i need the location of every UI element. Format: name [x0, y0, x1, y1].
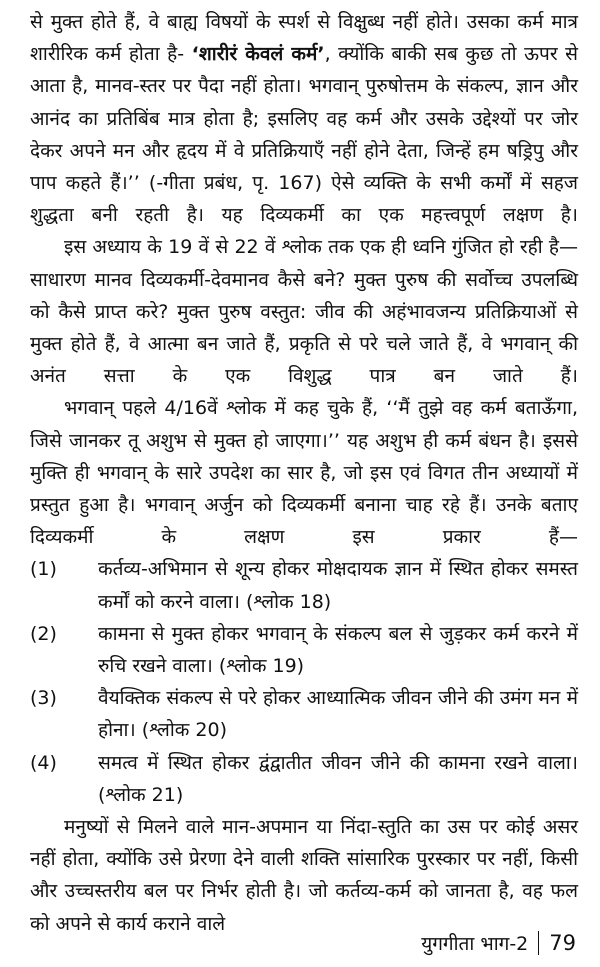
list-text: वैयक्तिक संकल्प से परे होकर आध्यात्मिक जीवन जीने की उमंग मन में होना। (श्लोक 20) [98, 687, 578, 742]
list-number: (2) [30, 622, 57, 645]
list-number: (1) [30, 558, 57, 581]
list-item [30, 553, 578, 617]
paragraph-4: मनुष्यों से मिलने वाले मान-अपमान या निंदा-स्तुति का उस पर कोई असर नहीं होता, क्योंकि उसे प्रेरणा देने वाली शक्ति सांसारिक पुरस्कार पर नहीं, किसी और उच्चस्तरीय बल पर निर्भर होती है। जो कर्तव्य-कर्म को जानता है, वह फल को अपने से कार्य कराने वाले [30, 816, 578, 935]
paragraph-3: भगवान् पहले 4/16वें श्लोक में कह चुके हैं, ‘‘मैं तुझे वह कर्म बताऊँगा, जिसे जानकर तू अशुभ से मुक्त हो जाएगा।’’ यह अशुभ ही कर्म बंधन है। इससे मुक्ति ही भगवान् के सारे उपदेश का सार है, जो इस एवं विगत तीन अध्यायों में प्रस्तुत हुआ है। भगवान् अर्जुन को दिव्यकर्मी बनाना चाह रहे हैं। उनके बताए दिव्यकर्मी के लक्षण इस प्रकार हैं— [30, 397, 578, 549]
page-footer [421, 930, 576, 956]
footer-divider [538, 931, 539, 955]
list-text: समत्व में स्थित होकर द्वंद्वातीत जीवन जीने की कामना रखने वाला। (श्लोक 21) [98, 751, 578, 806]
list-item [30, 682, 578, 746]
book-title: युगगीता भाग-2 [421, 933, 529, 955]
sanskrit-quote-bold: ‘शारीरं केवलं कर्म’ [191, 43, 325, 66]
list-item [30, 618, 578, 682]
list-item [30, 747, 578, 811]
body-text [30, 6, 578, 940]
list-number: (4) [30, 751, 57, 774]
paragraph-2: इस अध्याय के 19 वें से 22 वें श्लोक तक एक ही ध्वनि गुंजित हो रही है—साधारण मानव दिव्यकर्मी-देवमानव कैसे बने? मुक्त पुरुष की सर्वोच्च उपलब्धि को कैसे प्राप्त करे? मुक्त पुरुष वस्तुत: जीव की अहंभावजन्य प्रतिक्रियाओं से मुक्त होते हैं, वे आत्मा बन जाते हैं, प्रकृति से परे चले जाते हैं, वे भगवान् की अनंत सत्ता के एक विशुद्ध पात्र बन जाते हैं। [30, 236, 578, 388]
list-text: कर्तव्य-अभिमान से शून्य होकर मोक्षदायक ज्ञान में स्थित होकर समस्त कर्मों को करने वाला। (श्लोक 18) [98, 558, 578, 613]
paragraph-1-start: से मुक्त होते हैं, वे बाह्य विषयों के स्पर्श से विक्षुब्ध नहीं होते। उसका कर्म मात्र शारीरिक कर्म होता है- [30, 11, 578, 66]
page-number: 79 [549, 931, 576, 955]
list-number: (3) [30, 687, 57, 710]
characteristics-list [30, 553, 578, 811]
list-text: कामना से मुक्त होकर भगवान् के संकल्प बल से जुड़कर कर्म करने में रुचि रखने वाला। (श्लोक 19) [98, 622, 578, 678]
paragraph-1-end: , क्योंकि बाकी सब कुछ तो ऊपर से आता है, मानव-स्तर पर पैदा नहीं होता। भगवान् पुरुषोत्तम के संकल्प, ज्ञान और आनंद का प्रतिबिंब मात्र होता है; इसलिए वह कर्म और उसके उद्देश्यों पर जोर देकर अपने मन और हृदय में वे प्रतिक्रियाएँ नहीं होने देता, जिन्हें हम षड्रिपु और पाप कहते हैं।’’ (-गीता प्रबंध, पृ. 167) ऐसे व्यक्ति के सभी कर्मों में सहज शुद्धता बनी रहती है। यह दिव्यकर्मी का एक महत्त्वपूर्ण लक्षण है। [30, 43, 578, 227]
paragraph-1 [30, 6, 578, 231]
